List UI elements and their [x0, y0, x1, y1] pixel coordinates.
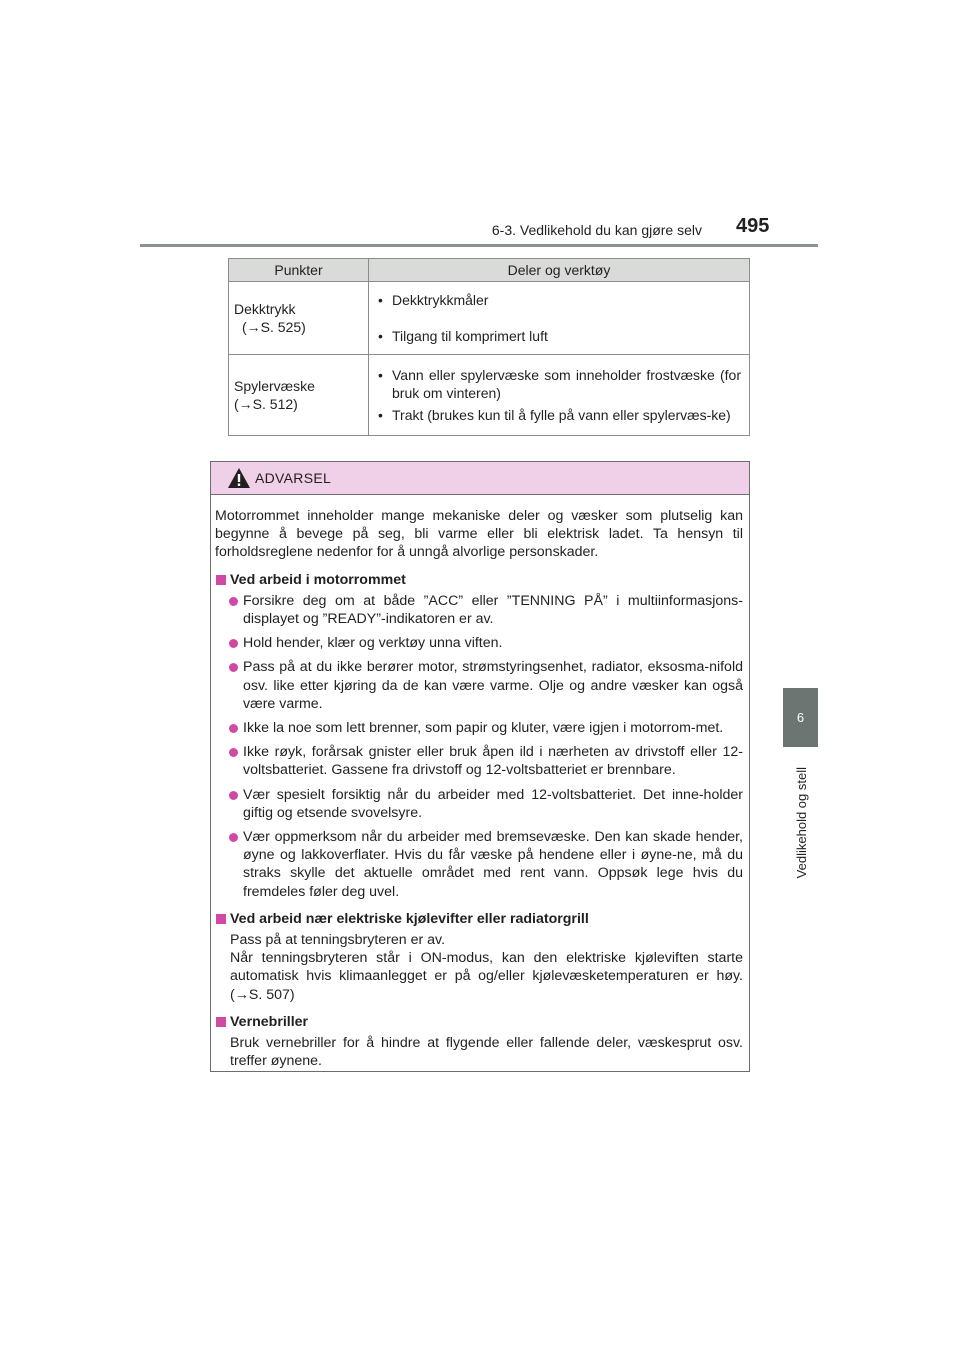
list-item-text: Vær spesielt forsiktig når du arbeider med 12-voltsbatteriet. Det inne-holder giftig og etsende svovelsyre. — [243, 786, 743, 821]
warning-title: ADVARSEL — [255, 470, 332, 486]
section-heading-text: Vernebriller — [230, 1013, 309, 1030]
list-item-text: Hold hender, klær og verktøy unna viften. — [243, 635, 503, 652]
warning-intro: Motorrommet inneholder mange mekaniske deler og væsker som plutselig kan begynne å bevege på seg, bli varme eller bli elektrisk ladet. Ta hensyn til forholdsreglene nedenfor for å unngå alvorlige personskader. — [215, 508, 743, 561]
list-item-text: Vær oppmerksom når du arbeider med bremsevæske. Den kan skade hender, øyne og lakkoverflater. Hvis du får væske på hendene eller i øyne-ne, må du straks skylle det aktuelle området med rent vann. Oppsøk lege hvis du fremdeles føler deg uvel. — [243, 829, 743, 900]
list-item: • Tilgang til komprimert luft — [378, 327, 741, 345]
chapter-tab-label-text: Vedlikehold og stell — [793, 766, 809, 879]
table-row — [229, 282, 750, 355]
item-page-ref: (→S. 525) — [242, 319, 306, 335]
square-bullet-icon — [216, 914, 226, 924]
section-paragraph: Når tenningsbryteren står i ON-modus, kan den elektriske kjøleviften starte automatisk hvis klimaanlegget er på og/eller kjølevæsketemperaturen er høy. (→S. 507) — [230, 950, 743, 1003]
list-item-text: Forsikre deg om at både ”ACC” eller ”TENNING PÅ” i multiinformasjons-displayet og ”READY”-indikatoren er av. — [243, 592, 743, 628]
list-item — [215, 592, 743, 628]
list-item-text: Pass på at du ikke berører motor, strømstyringsenhet, radiator, eksosma-nifold osv. like etter kjøring da de kan være varme. Olje og andre væsker kan også være varme. — [243, 659, 743, 712]
table-row — [229, 355, 750, 436]
item-name: Spylervæske — [234, 378, 315, 394]
parts-tools-table — [228, 258, 750, 436]
circle-bullet-icon — [229, 663, 238, 672]
warning-box — [210, 461, 750, 1072]
table-cell-item — [229, 282, 369, 355]
table-header-tools: Deler og verktøy — [369, 259, 750, 282]
section-heading — [215, 910, 743, 928]
list-item: • Vann eller spylervæske som inneholder frostvæske (for bruk om vinteren) — [378, 366, 741, 402]
section-heading — [215, 571, 743, 589]
list-item-text: Ikke røyk, forårsak gnister eller bruk åpen ild i nærheten av drivstoff eller 12-voltsbatteriet. Gassene fra drivstoff og 12-voltsbatteriet er brennbare. — [243, 744, 743, 779]
table-cell-item — [229, 355, 369, 436]
section-heading — [215, 1013, 743, 1031]
table-header-items: Punkter — [229, 259, 369, 282]
list-item — [215, 719, 743, 737]
warning-header — [211, 462, 749, 495]
table-header-row — [229, 259, 750, 282]
warning-triangle-icon — [227, 467, 251, 489]
list-item-text: Ikke la noe som lett brenner, som papir og kluter, være igjen i motorrom-met. — [243, 720, 724, 737]
square-bullet-icon — [216, 575, 226, 585]
chapter-tab-label — [784, 760, 818, 885]
section-paragraph: Pass på at tenningsbryteren er av. — [230, 932, 446, 949]
list-item: • Trakt (brukes kun til å fylle på vann eller spylervæs-ke) — [378, 406, 741, 424]
square-bullet-icon — [216, 1017, 226, 1027]
list-item — [215, 658, 743, 713]
section-heading-text: Ved arbeid nær elektriske kjølevifter eller radiatorgrill — [230, 910, 589, 927]
item-page-ref: (→S. 512) — [234, 396, 298, 412]
page-number: 495 — [736, 215, 770, 237]
item-name: Dekktrykk — [234, 301, 296, 317]
list-item — [215, 786, 743, 822]
table-cell-tools — [369, 282, 750, 355]
tools-list — [369, 285, 749, 351]
circle-bullet-icon — [229, 597, 238, 606]
list-item: • Dekktrykkmåler — [378, 291, 741, 309]
circle-bullet-icon — [229, 639, 238, 648]
circle-bullet-icon — [229, 791, 238, 800]
section-heading-text: Ved arbeid i motorrommet — [230, 571, 406, 588]
circle-bullet-icon — [229, 833, 238, 842]
table-cell-tools — [369, 355, 750, 436]
list-item — [215, 828, 743, 901]
chapter-tab-number: 6 — [783, 688, 818, 747]
tools-list — [369, 360, 749, 430]
circle-bullet-icon — [229, 724, 238, 733]
section-title: 6-3. Vedlikehold du kan gjøre selv — [491, 222, 702, 238]
section-paragraph: Bruk vernebriller for å hindre at flygende eller fallende deler, væskesprut osv. treffer øynene. — [230, 1035, 743, 1070]
list-item — [215, 743, 743, 779]
circle-bullet-icon — [229, 748, 238, 757]
warning-body — [211, 495, 749, 1070]
list-item — [215, 634, 743, 652]
header-divider — [140, 244, 818, 247]
